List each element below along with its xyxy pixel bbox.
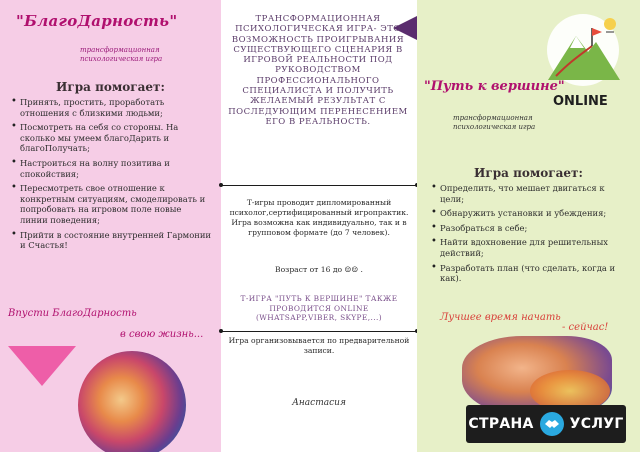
handshake-icon	[540, 412, 564, 436]
sleeping-figure-painting	[78, 351, 186, 452]
online-label: ONLINE	[553, 94, 608, 109]
right-subtitle: трансформационная психологическая игра	[453, 114, 536, 131]
left-subtitle: трансформационная психологическая игра	[80, 46, 163, 63]
badge-label-left: СТРАНА	[468, 416, 534, 432]
right-benefits-list	[426, 183, 626, 288]
right-heading: Игра помогает:	[474, 166, 583, 180]
list-item: • Посмотреть на себя со стороны. На сколько мы умеем благоДарить и благоПолучать;	[20, 122, 211, 154]
left-brand-title: "БлагоДарность"	[16, 12, 178, 30]
left-quote-line-2: в свою жизнь...	[120, 329, 204, 340]
badge-label-right: УСЛУГ	[569, 416, 624, 432]
divider-line	[221, 331, 417, 332]
strana-uslug-badge[interactable]	[466, 405, 626, 443]
middle-info-text: Т-игры проводит дипломированный психолог,сертифицированный игропрактик. Игра возможна как индивидуально, так и в групповом формате (до 7 человек).	[229, 198, 409, 237]
author-name: Анастасия	[292, 398, 346, 408]
divider-dot	[219, 183, 223, 187]
list-item: • Разобраться в себе;	[440, 223, 626, 234]
list-item: • Пересмотреть свое отношение к конкретным ситуациям, смоделировать и попробовать на игровом поле новые линии поведения;	[20, 183, 211, 225]
left-benefits-list	[6, 97, 211, 255]
pink-triangle-decoration	[8, 346, 76, 386]
list-item: • Настроиться на волну позитива и спокойствия;	[20, 158, 211, 179]
right-quote-line-1: Лучшее время начать	[440, 312, 561, 323]
left-heading: Игра помогает:	[56, 80, 165, 94]
list-item: • Разработать план (что сделать, когда и как).	[440, 263, 626, 284]
divider-line	[221, 185, 417, 186]
list-item: • Обнаружить установки и убеждения;	[440, 208, 626, 219]
list-item: • Прийти в состояние внутренней Гармонии и Счастья!	[20, 230, 211, 251]
right-brand-title: "Путь к вершине"	[424, 79, 565, 94]
left-quote-line-1: Впусти БлагоДарность	[8, 308, 137, 319]
mountain-summit-icon	[536, 10, 630, 88]
list-item: • Принять, простить, проработать отношения с близкими людьми;	[20, 97, 211, 118]
right-quote-line-2: - сейчас!	[562, 322, 609, 333]
list-item: • Найти вдохновение для решительных действий;	[440, 237, 626, 258]
divider-dot	[219, 329, 223, 333]
middle-heading: ТРАНСФОРМАЦИОННАЯ ПСИХОЛОГИЧЕСКАЯ ИГРА- ЭТО ВОЗМОЖНОСТЬ ПРОИГРЫВАНИЯ СУЩЕСТВУЮЩЕГО СЦЕНАРИЯ В ИГРОВОЙ РЕАЛЬНОСТИ ПОД РУКОВОДСТВОМ ПРОФЕССИОНАЛЬНОГО СПЕЦИАЛИСТА И ПОЛУЧИТЬ ЖЕЛАЕМЫЙ РЕЗУЛЬТАТ С ПОСЛЕДУЮЩИМ ПЕРЕНЕСЕНИЕМ ЕГО В РЕАЛЬНОСТЬ.	[228, 14, 408, 127]
middle-online-text: Т-ИГРА "ПУТЬ К ВЕРШИНЕ" ТАКЖЕ ПРОВОДИТСЯ ONLINE (WHATSAPP,VIBER, SKYPE,...)	[240, 294, 398, 323]
middle-booking-text: Игра организовывается по предварительной записи.	[228, 336, 410, 355]
middle-age-text: Возраст от 16 до ☺☺ .	[275, 265, 363, 274]
list-item: • Определить, что мешает двигаться к цели;	[440, 183, 626, 204]
